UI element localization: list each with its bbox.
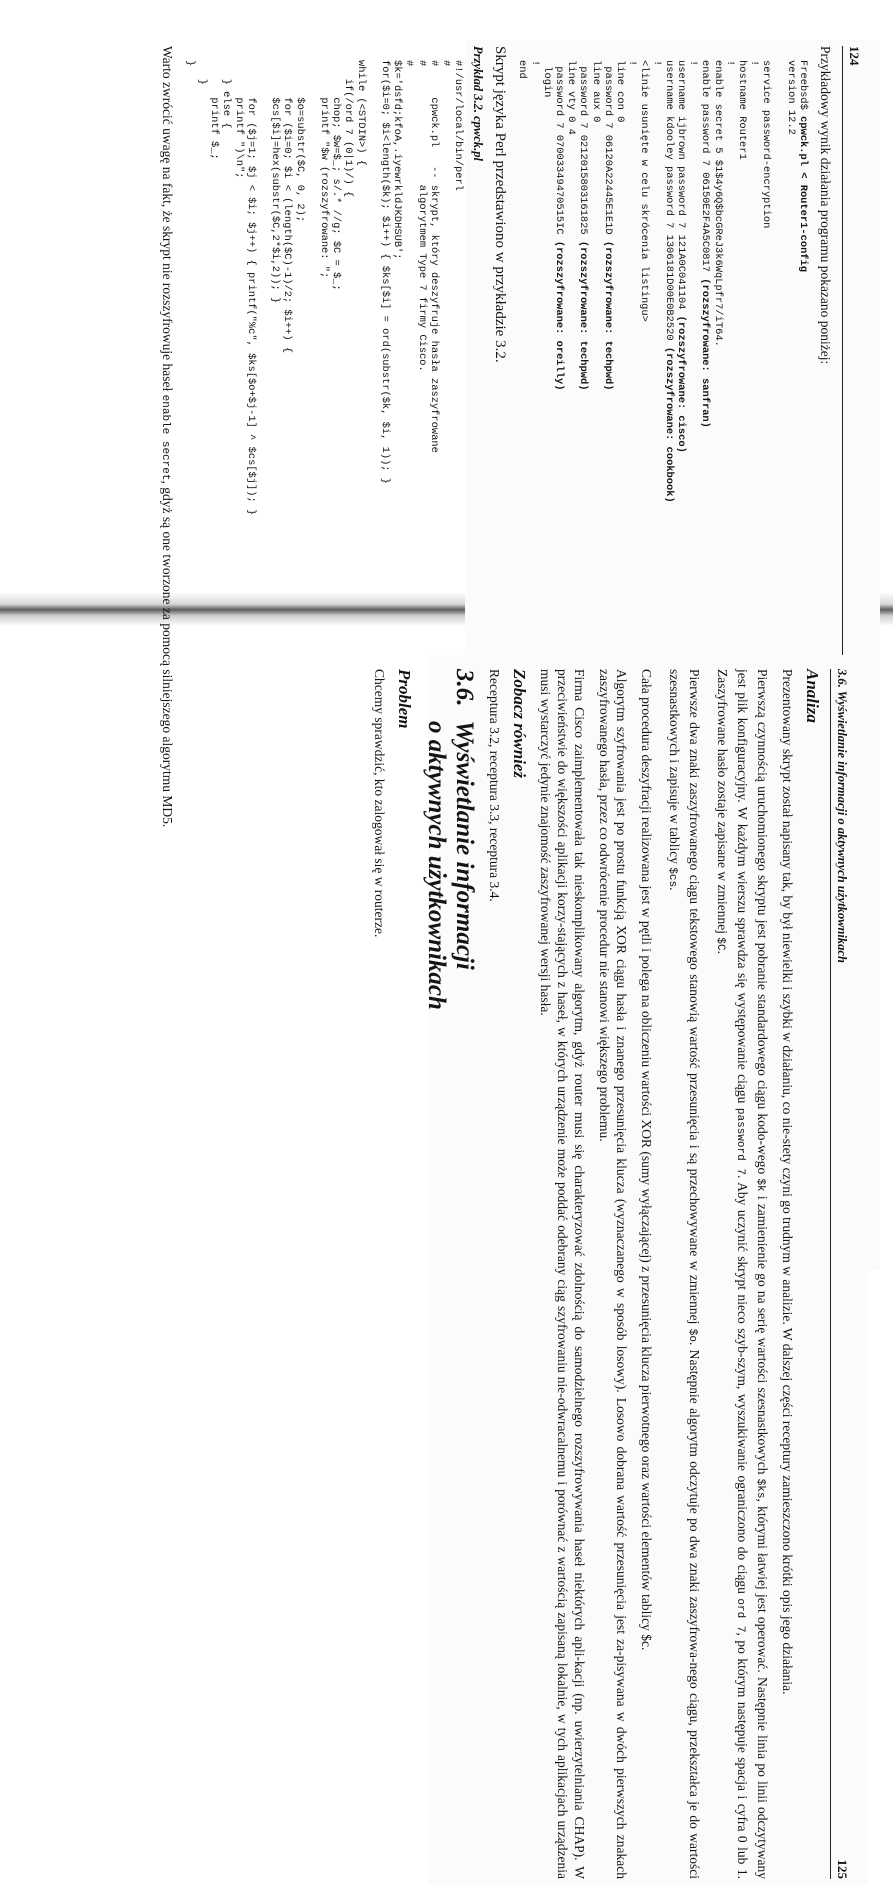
code-line: username kdooley password 7 1306181D00E0B2520 (rozszyfrowane: cookbook): [662, 60, 675, 503]
code-line: $cs[$i]=hex(substr($C,2*$i,2)); }: [269, 60, 282, 304]
code-line: !: [626, 60, 639, 67]
code-line: line aux 0: [589, 60, 602, 123]
analysis-paragraph: Cała procedura deszyfracji realizowana jest w pętli i polega na obliczeniu wartości XOR (sumy wyłączającej) z przesunięcia klucza pierwotnego oraz wartości elementów tablicy $c.: [639, 669, 654, 1651]
problem-heading: Problem: [395, 669, 414, 729]
see-also-heading: Zobacz również: [510, 669, 529, 779]
code-line: #!/usr/local/bin/perl: [452, 60, 465, 191]
code-line: #: [439, 60, 452, 67]
script-section-intro: Skrypt języka Perl przedstawiono w przykładzie 3.2.: [492, 46, 509, 363]
problem-text: Chcemy sprawdzić, kto zalogował się w routerze.: [372, 669, 387, 938]
code-line: Freebsd$ cpwck.pl < Router1-config: [797, 60, 809, 273]
code-line: for ($i=0; $i < (length($C)-1)/2; $i++) {: [281, 60, 294, 354]
code-line: for ($j=1; $j < $i; $j++) { printf("%c", $ks[$o+$j-1] ^ $cs[$j]); }: [244, 60, 257, 516]
code-line: } else {: [220, 60, 233, 129]
analysis-heading: Analiza: [803, 669, 822, 723]
running-head-title: 3.6. Wyświetlanie informacji o aktywnych użytkownikach: [835, 669, 849, 963]
code-line: printf $_;: [208, 60, 221, 160]
code-line: line vty 0 4: [565, 60, 578, 135]
code-line: password 7 07003349470515IC (rozszyfrowane: oreilly): [552, 60, 565, 391]
closing-paragraph: Warto zwrócić uwagę na fakt, że skrypt nie rozszyfrowuje haseł enable secret, gdyż są one tworzone za pomocą silniejszego algorytmu MD5.: [158, 46, 175, 828]
code-line: !: [687, 60, 700, 67]
code-line: !: [650, 60, 663, 67]
code-line: enable secret 5 $1$4y6Q$bcGReJ3k6WqLpfr7/iT64.: [711, 60, 724, 347]
analysis-paragraph: Algorytm szyfrowania jest po prostu funkcją XOR ciągu hasła i znanego przesunięcia klucza (wyznaczanego w sposób losowy). Losowo dobrana wartość przesunięcia jest za-pisywana w dwóch pierwszych znakach zaszyfrowanego hasła, przez co odwrócenie procedur nie stanowi większego problemu.: [597, 669, 629, 1879]
code-line: end: [516, 60, 529, 79]
code-line: $o=substr($C, 0, 2);: [293, 60, 306, 223]
code-line: enable password 7 06150E2F4A5C0817 (rozszyfrowane: sanfran): [699, 60, 712, 428]
page-number: 124: [847, 46, 862, 66]
code-line: line con 0: [613, 60, 626, 123]
code-line: }: [183, 60, 196, 67]
page-number: 125: [835, 1859, 850, 1879]
code-line: }: [195, 60, 208, 85]
page-125: [372, 655, 868, 1885]
code-line: if(/ord 7 (0|1)/) {: [342, 60, 355, 198]
code-line: for($i=0; $i<length($k); $i++) { $ks[$i] = ord(substr($k, $i, 1)); }: [378, 60, 391, 485]
code-line: !: [723, 60, 736, 67]
code-line: username ijbrown password 7 121A0C041104 (rozszyfrowane: cisco): [674, 60, 687, 453]
code-line: !: [748, 60, 761, 67]
code-line: version 12.2: [784, 60, 797, 135]
code-line: password 7 06120A22445E1E1D (rozszyfrowane: techpwd): [601, 60, 614, 391]
code-line: <linie usunięte w celu skrócenia listingu>: [638, 60, 651, 322]
analysis-paragraph: Pierwsze dwa znaki zaszyfrowanego ciągu tekstowego stanowią wartość przesunięcia i są przechowywane w zmiennej $o. Następnie algorytm odczytuje po dwa znaki zaszyfrowa-nego ciągu, przekształca je do wartości szesnastkowych i zapisuje w tablicy $cs.: [666, 669, 702, 1879]
code-line: #: [403, 60, 416, 67]
output-intro: Przykładowy wynik działania programu pokazano poniżej:: [818, 46, 833, 365]
recipe-title: 3.6.Wyświetlanie informacji o aktywnych użytkownikach: [423, 669, 478, 1010]
code-line: password 7 0212015803161825 (rozszyfrowane: techpwd): [577, 60, 590, 391]
code-line: printf "$w (rozszyfrowane: ";: [317, 60, 330, 279]
example-caption: Przykład 3.2. cpwck.pl: [471, 46, 486, 161]
code-line: hostname Router1: [736, 60, 748, 160]
code-line: service password-encryption: [760, 60, 773, 229]
code-line: [257, 60, 269, 1230]
code-line: $k='dsfd;kfoA,.iyewrkldJKDHSUB';: [391, 60, 404, 260]
code-line: # cpwck.pl -- skrypt, który deszyfruje hasła zaszyfrowane: [427, 60, 440, 453]
code-line: printf ")\n";: [232, 60, 245, 179]
analysis-paragraph: Prezentowany skrypt został napisany tak, by był niewielki i szybki w działaniu, co nie-stety czyni go trudnym w analizie. W dalszej części receptury zamieszczono krótki opis jego działania.: [780, 669, 795, 1695]
code-line: !: [528, 60, 541, 67]
code-line: chop; $w=$_; s/.* //g; $C = $_;: [330, 60, 343, 291]
running-head: [830, 669, 850, 1879]
analysis-paragraph: Firma Cisco zaimplementowała tak nieskomplikowany algorytm, gdyż router musi się charakteryzować zdolnością do samodzielnego rozszyfrowywania haseł niektórych apli-kacji (np. uwierzytelniania CHAP). W przeciwieństwie do większości aplikacji korzy-stających z haseł, w których urządzenie może poddać odebrany ciąg szyfrowaniu nie-odwracalnemu i porównać z wartością zapisaną lokalnie, w tych aplikacjach urządzenia musi wystarczyć jedynie znajomość zaszyfrowanej wersji hasła.: [538, 669, 587, 1879]
code-line: while (<STDIN>) {: [354, 60, 367, 167]
code-line: login: [540, 60, 553, 98]
code-line: [306, 60, 318, 1230]
code-line: # algorytmem Type 7 firmy Cisco.: [415, 60, 428, 372]
see-also-text: Receptura 3.2, receptura 3.3, receptura 3.4.: [487, 669, 502, 902]
analysis-paragraph: Pierwszą czynnością uruchomionego skryptu jest pobranie standardowego ciągu kodo-wego $k i zamienienie go na serię wartości szesnastkowych $ks, którymi łatwiej jest operować. Następnie linia po linii odczytywany jest plik konfiguracyjny. W każdym wierszu sprawdza się występowanie ciągu password 7. Aby uczynić skrypt nieco szyb-szym, wyszukiwanie ograniczono do ciągu ord 7, po którym następuje spacja i cyfra 0 lub 1. Zaszyfrowane hasło zostaje zapisane w zmiennej $C.: [714, 669, 770, 1880]
